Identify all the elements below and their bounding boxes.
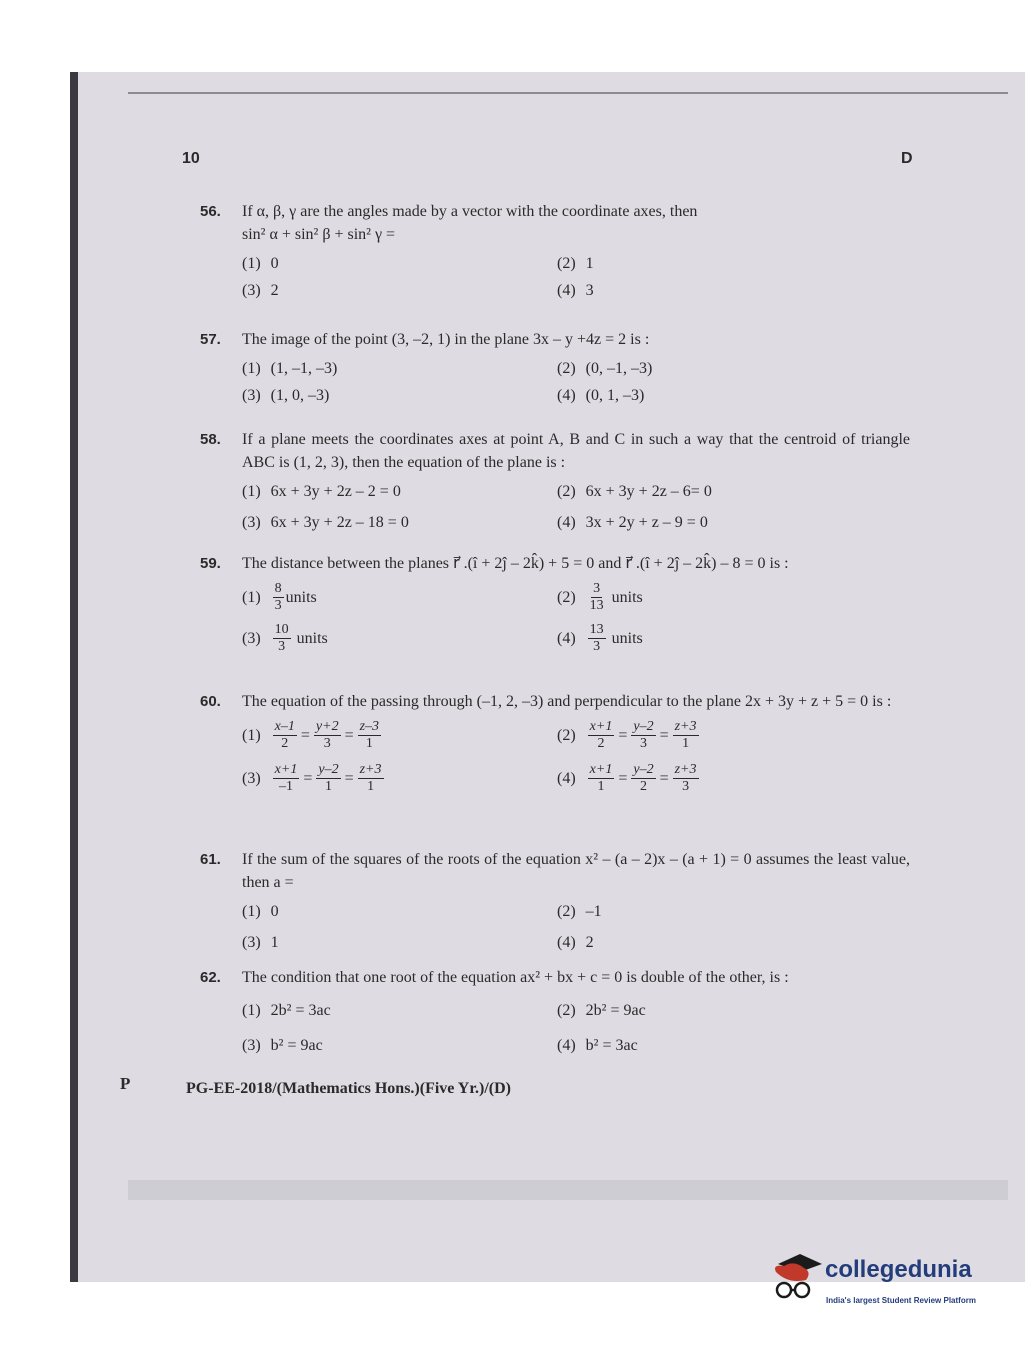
options <box>242 900 910 954</box>
option: (3) 1 <box>242 934 279 951</box>
paper-code: PG-EE-2018/(Mathematics Hons.)(Five Yr.)/(D) <box>186 1080 511 1097</box>
option: (4) 3x + 2y + z – 9 = 0 <box>557 514 708 531</box>
fraction: $\frac{x-1}{2}$ <box>274 719 295 751</box>
option: (1) 0 <box>242 255 279 272</box>
sheet-edge-shadow <box>70 72 78 1282</box>
fraction: $\frac{y-2}{3}$ <box>633 719 654 751</box>
option: (2) –1 <box>557 903 602 920</box>
question-number: 62. <box>200 969 221 986</box>
option: (2) 6x + 3y + 2z – 6= 0 <box>557 483 712 500</box>
option: (1) 2b² = 3ac <box>242 1002 331 1019</box>
option: (3) b² = 9ac <box>242 1037 323 1054</box>
question-number: 57. <box>200 331 221 348</box>
fraction: $\frac{x+1}{-1}$ <box>274 762 298 794</box>
option: (1) $\frac{8}{3}$ units <box>242 581 317 613</box>
option: (3) $\frac{x+1}{-1}$ = $\frac{y-2}{1}$ = $\frac{z+3}{1}$ <box>242 762 382 794</box>
question-number: 56. <box>200 203 221 220</box>
question-text: The equation of the passing through (–1, 2, –3) and perpendicular to the plane 2x + 3y + z + 5 = 0 is : <box>242 693 892 710</box>
option: (1) 6x + 3y + 2z – 2 = 0 <box>242 483 401 500</box>
question-62 <box>200 966 910 1057</box>
fraction: $\frac{y+2}{3}$ <box>315 719 339 751</box>
option: (2) 1 <box>557 255 594 272</box>
question-number: 61. <box>200 851 221 868</box>
logo-name: collegedunia <box>825 1256 972 1283</box>
options <box>242 480 910 534</box>
fraction: $\frac{z+3}{3}$ <box>674 762 697 794</box>
question-57 <box>200 328 910 407</box>
options <box>242 252 910 302</box>
set-code: D <box>901 150 913 167</box>
option: (1) 0 <box>242 903 279 920</box>
question-59 <box>200 552 910 655</box>
option: (1) $\frac{x-1}{2}$ = $\frac{y+2}{3}$ = $\frac{z-3}{1}$ <box>242 719 380 751</box>
top-rule <box>128 92 1008 94</box>
options <box>242 581 910 655</box>
page-number: 10 <box>182 150 200 167</box>
logo-tagline: India's largest Student Review Platform <box>826 1296 976 1305</box>
option: (2) (0, –1, –3) <box>557 360 653 377</box>
option: (4) b² = 3ac <box>557 1037 638 1054</box>
graduate-mascot-icon <box>770 1250 822 1310</box>
fraction: $\frac{13}{3}$ <box>589 622 604 654</box>
option: (1) (1, –1, –3) <box>242 360 338 377</box>
fraction: $\frac{z+3}{1}$ <box>359 762 382 794</box>
option: (3) (1, 0, –3) <box>242 387 330 404</box>
question-text: If the sum of the squares of the roots of the equation x² – (a – 2)x – (a + 1) = 0 assumes the least value, then a = <box>242 851 910 891</box>
option: (2) 2b² = 9ac <box>557 1002 646 1019</box>
question-58 <box>200 428 910 534</box>
question-text: The distance between the planes r⃗ .(î + 2ĵ – 2k̂) + 5 = 0 and r⃗ .(î + 2ĵ – 2k̂) – 8 = 0 is : <box>242 555 789 572</box>
question-text: The image of the point (3, –2, 1) in the plane 3x – y +4z = 2 is : <box>242 331 650 348</box>
question-number: 59. <box>200 555 221 572</box>
fraction: $\frac{z-3}{1}$ <box>359 719 380 751</box>
option: (4) $\frac{x+1}{1}$ = $\frac{y-2}{2}$ = $\frac{z+3}{3}$ <box>557 762 697 794</box>
option: (3) 6x + 3y + 2z – 18 = 0 <box>242 514 409 531</box>
option: (4) (0, 1, –3) <box>557 387 645 404</box>
question-text: If α, β, γ are the angles made by a vector with the coordinate axes, then sin² α + sin² β + sin² γ = <box>242 203 698 243</box>
collegedunia-logo[interactable] <box>770 1250 1000 1310</box>
fraction: $\frac{8}{3}$ <box>274 581 282 613</box>
options <box>242 999 910 1057</box>
option: (4) 3 <box>557 282 594 299</box>
question-56 <box>200 200 910 302</box>
sheet-bottom-strip <box>128 1180 1008 1200</box>
question-text: If a plane meets the coordinates axes at point A, B and C in such a way that the centroid of triangle ABC is (1, 2, 3), then the equation of the plane is : <box>242 431 910 471</box>
options <box>242 719 910 795</box>
question-61 <box>200 848 910 954</box>
question-text: The condition that one root of the equation ax² + bx + c = 0 is double of the other, is : <box>242 969 789 986</box>
option: (2) $\frac{3}{13}$ units <box>557 581 643 613</box>
fraction: $\frac{x+1}{1}$ <box>589 762 613 794</box>
question-60 <box>200 690 910 795</box>
fraction: $\frac{z+3}{1}$ <box>674 719 697 751</box>
fraction: $\frac{10}{3}$ <box>274 622 289 654</box>
fraction: $\frac{y-2}{2}$ <box>633 762 654 794</box>
options <box>242 357 910 407</box>
side-mark: P <box>120 1074 131 1093</box>
question-number: 60. <box>200 693 221 710</box>
option: (3) 2 <box>242 282 279 299</box>
fraction: $\frac{x+1}{2}$ <box>589 719 613 751</box>
fraction: $\frac{y-2}{1}$ <box>318 762 339 794</box>
option: (4) 2 <box>557 934 594 951</box>
fraction: $\frac{3}{13}$ <box>589 581 604 613</box>
option: (3) $\frac{10}{3}$ units <box>242 622 328 654</box>
question-number: 58. <box>200 431 221 448</box>
option: (4) $\frac{13}{3}$ units <box>557 622 643 654</box>
option: (2) $\frac{x+1}{2}$ = $\frac{y-2}{3}$ = $\frac{z+3}{1}$ <box>557 719 697 751</box>
